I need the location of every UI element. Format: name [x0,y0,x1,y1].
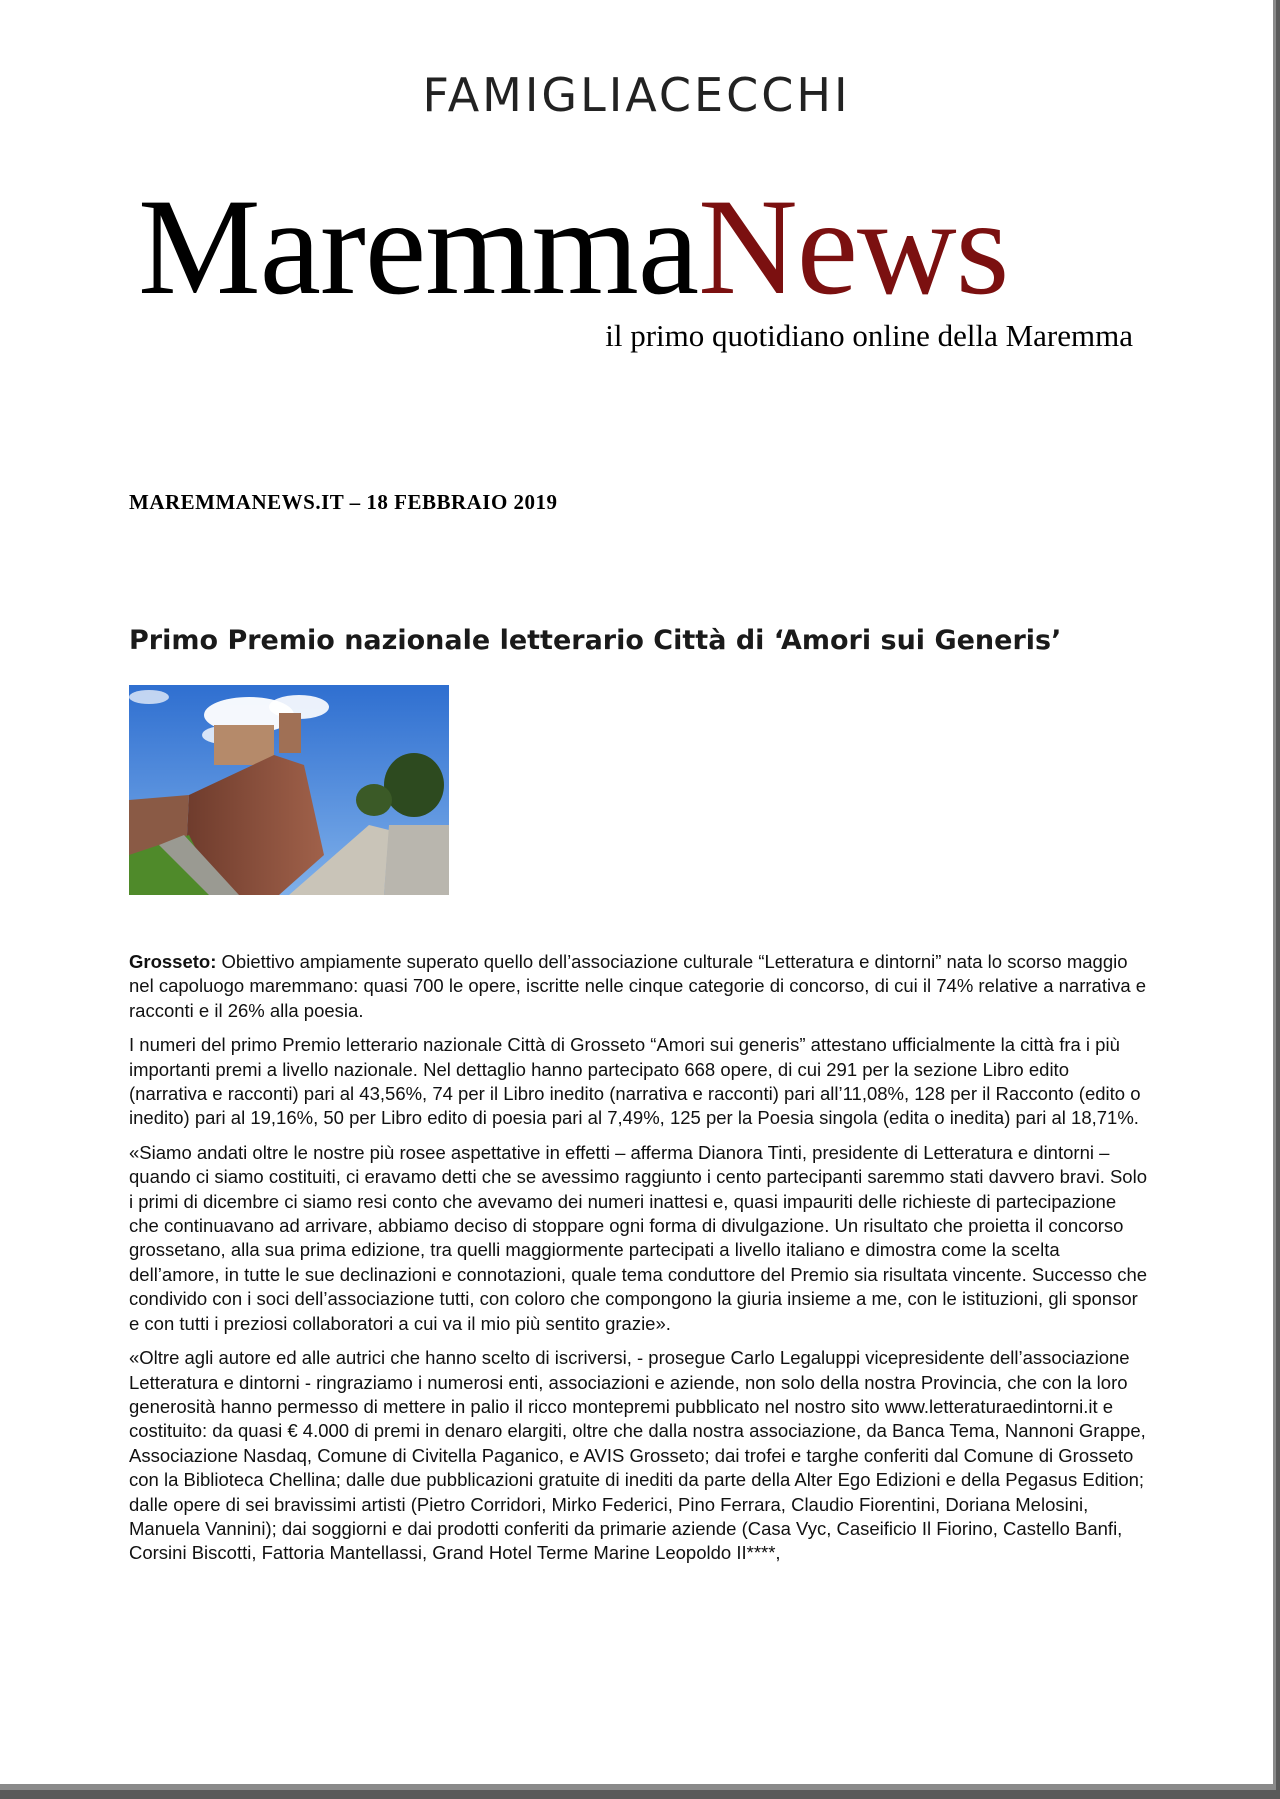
fortress-walls-image [129,685,449,895]
article-paragraph [129,950,1151,1023]
masthead-maremma: Maremma [138,170,699,323]
location-lead: Grosseto: [129,951,217,972]
article-paragraph: «Oltre agli autore ed alle autrici che hanno scelto di iscriversi, - prosegue Carlo Legaluppi vicepresidente dell’associazione Letteratura e dintorni - ringraziamo i numerosi enti, associazioni e aziende, non solo della nostra Provincia, che con la loro generosità hanno permesso di mettere in palio il ricco montepremi pubblicato nel nostro sito www.letteraturaedintorni.it e costituito: da quasi € 4.000 di premi in denaro elargiti, oltre che dalla nostra associazione, da Banca Tema, Nannoni Grappe, Associazione Nasdaq, Comune di Civitella Paganico, e AVIS Grosseto; dai trofei e targhe conferiti dal Comune di Grosseto con la Biblioteca Chellina; dalle due pubblicazioni gratuite di inediti da parte della Alter Ego Edizioni e della Pegasus Edition; dalle opere di sei bravissimi artisti (Pietro Corridori, Mirko Federici, Pino Ferrara, Claudio Fiorentini, Doriana Melosini, Manuela Vannini); dai soggiorni e dai prodotti conferiti da primarie aziende (Casa Vyc, Caseificio Il Fiorino, Castello Banfi, Corsini Biscotti, Fattoria Mantellassi, Grand Hotel Terme Marine Leopoldo II****, [129,1347,1146,1564]
article-paragraph: I numeri del primo Premio letterario nazionale Città di Grosseto “Amori sui generis” attestano ufficialmente la città fra i più importanti premi a livello nazionale. Nel dettaglio hanno partecipato 668 opere, di cui 291 per la sezione Libro edito (narrativa e racconti) pari al 43,56%, 74 per il Libro inedito (narrativa e racconti) pari all’11,08%, 128 per il Racconto (edito o inedito) pari al 19,16%, 50 per Libro edito di poesia pari al 7,49%, 125 per la Poesia singola (edita o inedita) pari al 18,71%. [129,1034,1141,1129]
article-body [129,950,1151,1576]
masthead [138,170,1009,323]
dateline: MAREMMANEWS.IT – 18 FEBBRAIO 2019 [129,490,558,514]
article-headline: Primo Premio nazionale letterario Città di ‘Amori sui Generis’ [129,625,1062,656]
paragraph-text: Obiettivo ampiamente superato quello dell’associazione culturale “Letteratura e dintorni” nata lo scorso maggio nel capoluogo maremmano: quasi 700 le opere, iscritte nelle cinque categorie di concorso, di cui il 74% relative a narrativa e racconti e il 26% alla poesia. [129,951,1147,1021]
article-photo [129,685,449,895]
masthead-news: News [698,170,1009,323]
article-paragraph: «Siamo andati oltre le nostre più rosee aspettative in effetti – afferma Dianora Tinti, presidente di Letteratura e dintorni – quando ci siamo costituiti, ci eravamo detti che se avessimo raggiunto i cento partecipanti saremmo stati davvero bravi. Solo i primi di dicembre ci siamo resi conto che avevamo dei numeri inattesi e, quasi impauriti delle richieste di partecipazione che continuavano ad arrivare, abbiamo deciso di stoppare ogni forma di divulgazione. Un risultato che proietta il concorso grossetano, alla sua prima edizione, tra quelli maggiormente partecipati a livello italiano e dimostra come la scelta dell’amore, in tutte le sue declinazioni e connotazioni, quale tema conduttore del Premio sia risultata vincente. Successo che condivido con i soci dell’associazione tutti, con coloro che compongono la giuria insieme a me, con le istituzioni, gli sponsor e con tutti i preziosi collaboratori a cui va il mio più sentito grazie». [129,1141,1148,1334]
brand-logo-text: FAMIGLIACECCHI [422,68,851,122]
masthead-tagline: il primo quotidiano online della Maremma [605,318,1133,353]
